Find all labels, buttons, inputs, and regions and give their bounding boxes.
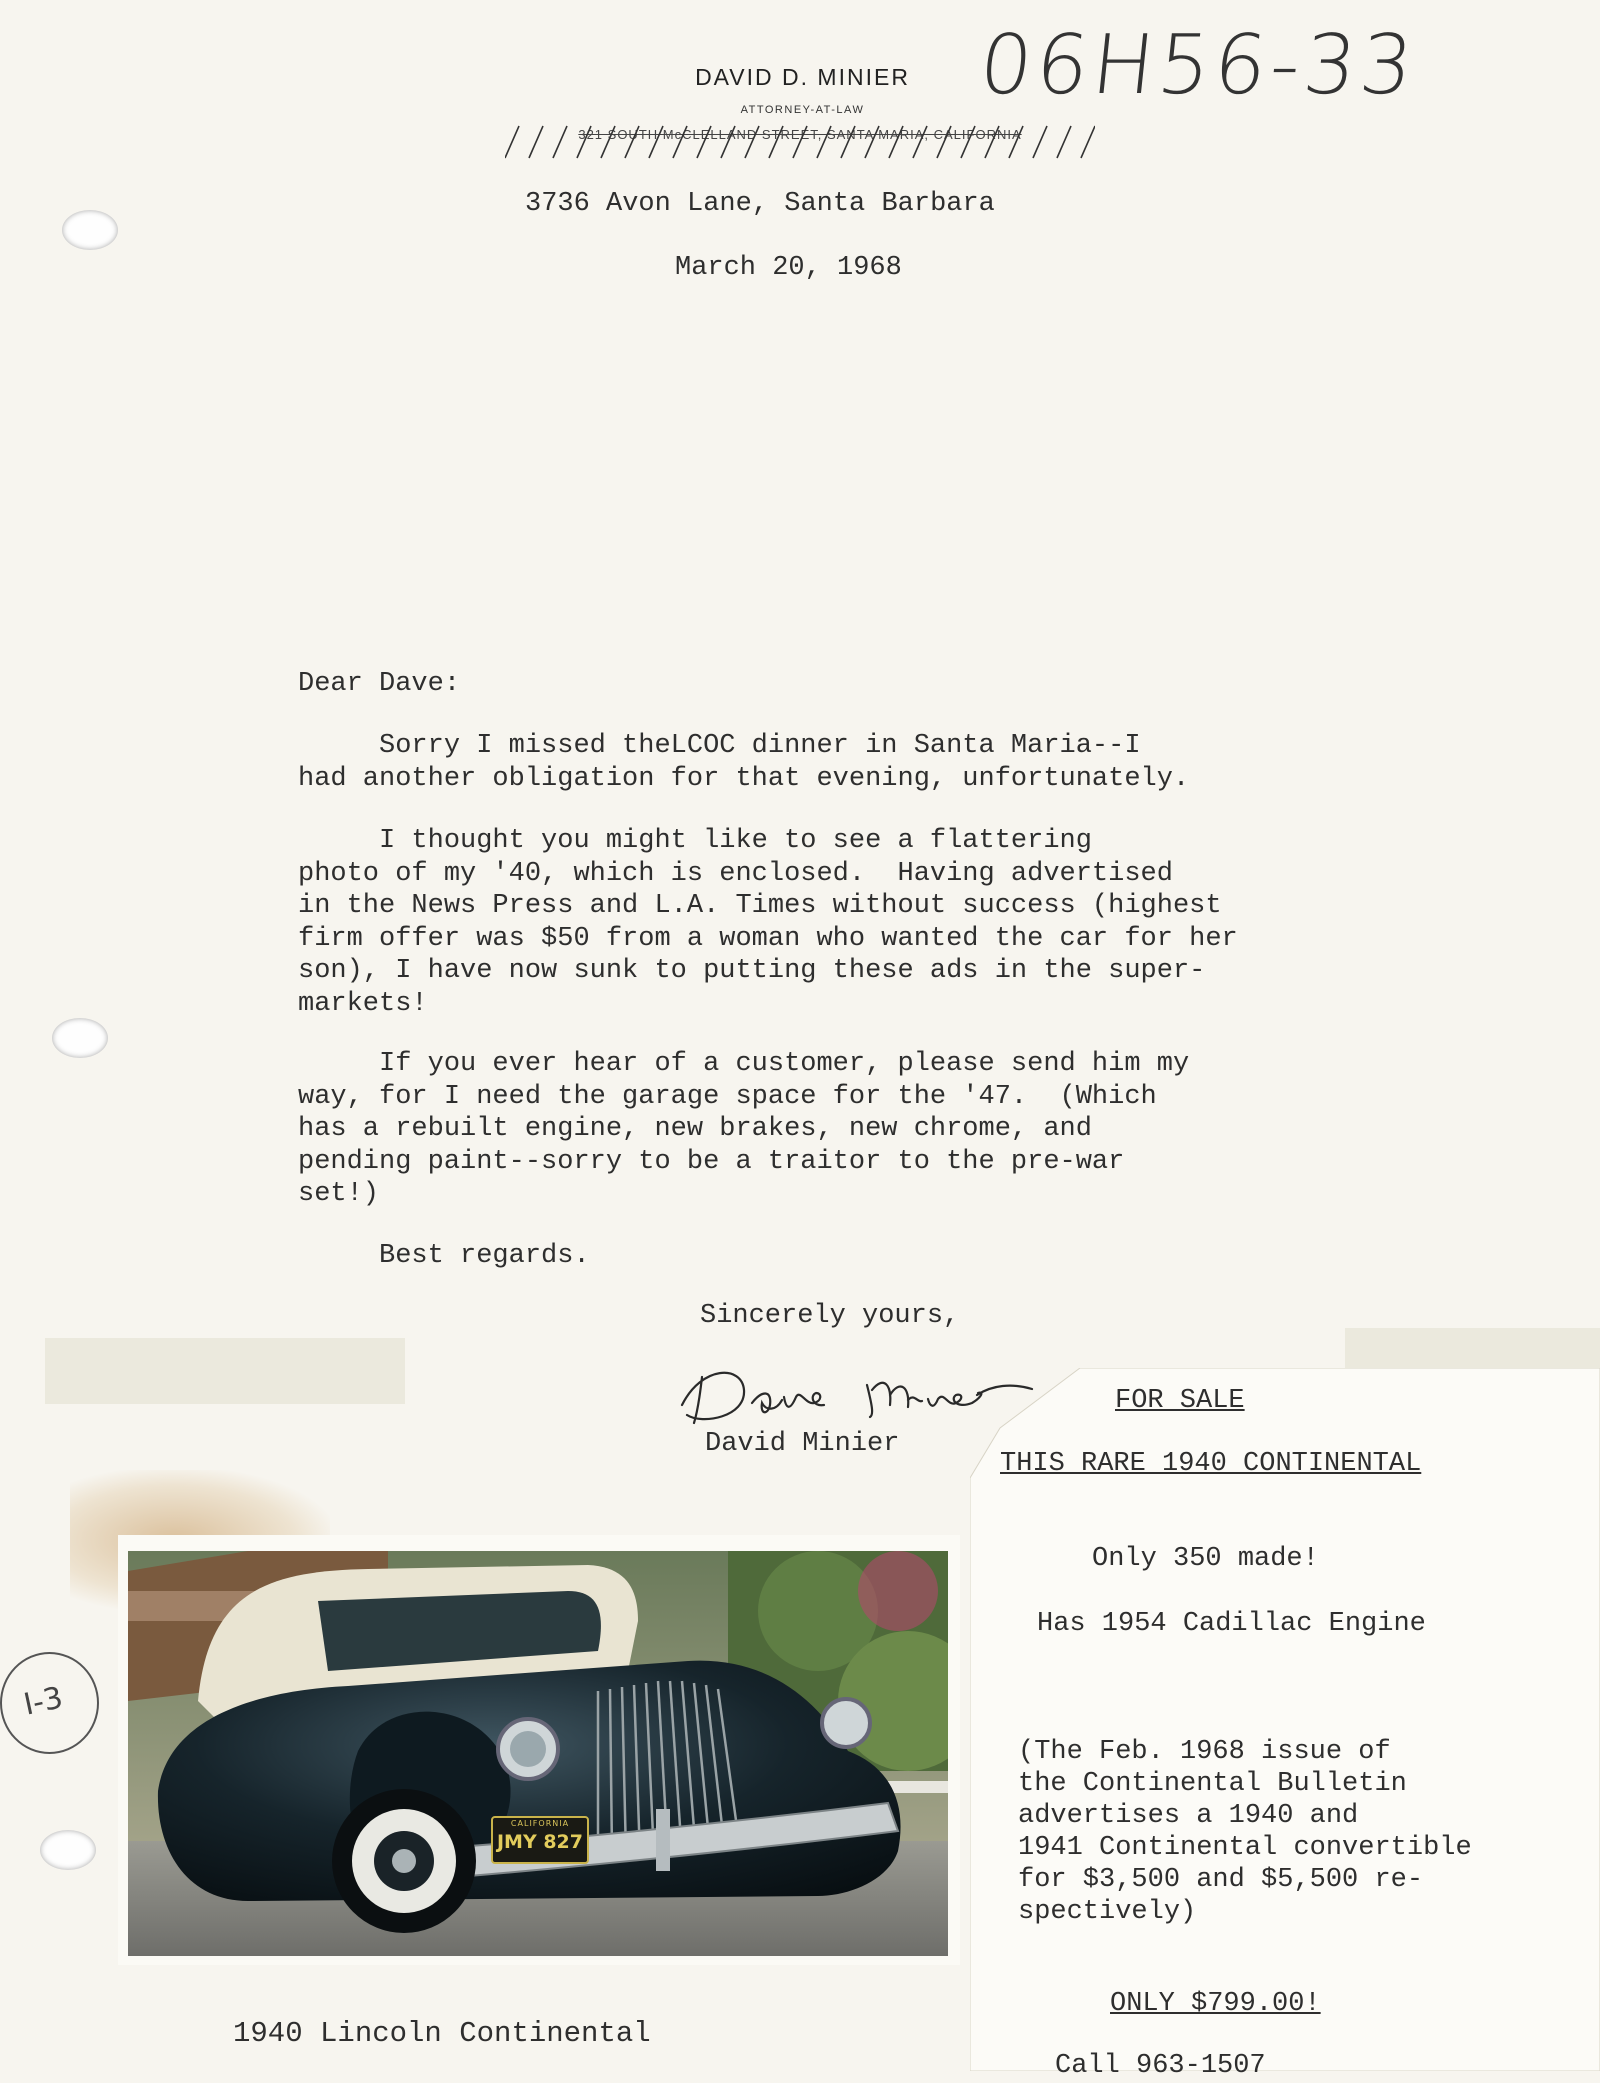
ad-headline: THIS RARE 1940 CONTINENTAL [1000, 1449, 1422, 1479]
typed-signature-name: David Minier [705, 1429, 900, 1459]
letter-date: March 20, 1968 [675, 253, 902, 283]
letter-paragraph-4: Best regards. [298, 1241, 590, 1271]
ad-line-made: Only 350 made! [1092, 1544, 1319, 1574]
salutation: Dear Dave: [298, 669, 461, 699]
file-number: 06H56-33 [975, 18, 1422, 113]
tape-strip-left [45, 1338, 405, 1404]
letter-paragraph-2: I thought you might like to see a flattering photo of my '40, which is enclosed. Having advertised in the News Press and L.A. Times without success (highest firm offer was $50 from a woman who wanted the car for her son), I have now sunk to putting these ads in the super- markets! [298, 826, 1238, 1019]
closing: Sincerely yours, [700, 1301, 960, 1331]
letterhead-title: ATTORNEY-AT-LAW [740, 104, 865, 116]
letterhead-name: DAVID D. MINIER [695, 64, 910, 90]
license-plate: JMY 827 [496, 1831, 583, 1853]
tape-strip-right [1345, 1328, 1600, 1368]
letter-paragraph-1: Sorry I missed theLCOC dinner in Santa Maria--I had another obligation for that evening, unfortunately. [298, 731, 1190, 794]
margin-note [0, 1652, 99, 1754]
ad-phone: Call 963-1507 [1055, 2051, 1266, 2081]
letterhead-struck-address: 321 SOUTH McCLELLAND STREET, SANTA MARIA, CALIFORNIA [578, 127, 1022, 142]
ad-line-engine: Has 1954 Cadillac Engine [1037, 1609, 1426, 1639]
strike-marks [505, 122, 1095, 162]
photo-caption: 1940 Lincoln Continental [233, 2017, 651, 2050]
ad-price: ONLY $799.00! [1110, 1989, 1321, 2019]
punch-hole-top [62, 210, 118, 250]
ad-title: FOR SALE [1115, 1386, 1245, 1416]
license-plate-state: CALIFORNIA [510, 1819, 570, 1828]
car-illustration [128, 1551, 948, 1956]
ad-paragraph: (The Feb. 1968 issue of the Continental Bulletin advertises a 1940 and 1941 Continental convertible for $3,500 and $5,500 re- spectively) [1018, 1737, 1472, 1927]
punch-hole-bottom [40, 1830, 96, 1870]
letter-paragraph-3: If you ever hear of a customer, please send him my way, for I need the garage space for the '47. (Which has a rebuilt engine, new brakes, new chrome, and pending paint--sorry to be a traitor to the pre-war set!) [298, 1049, 1190, 1209]
punch-hole-middle [52, 1018, 108, 1058]
car-photo [128, 1551, 948, 1956]
margin-note-text: I-3 [20, 1680, 66, 1723]
return-address: 3736 Avon Lane, Santa Barbara [525, 189, 995, 219]
